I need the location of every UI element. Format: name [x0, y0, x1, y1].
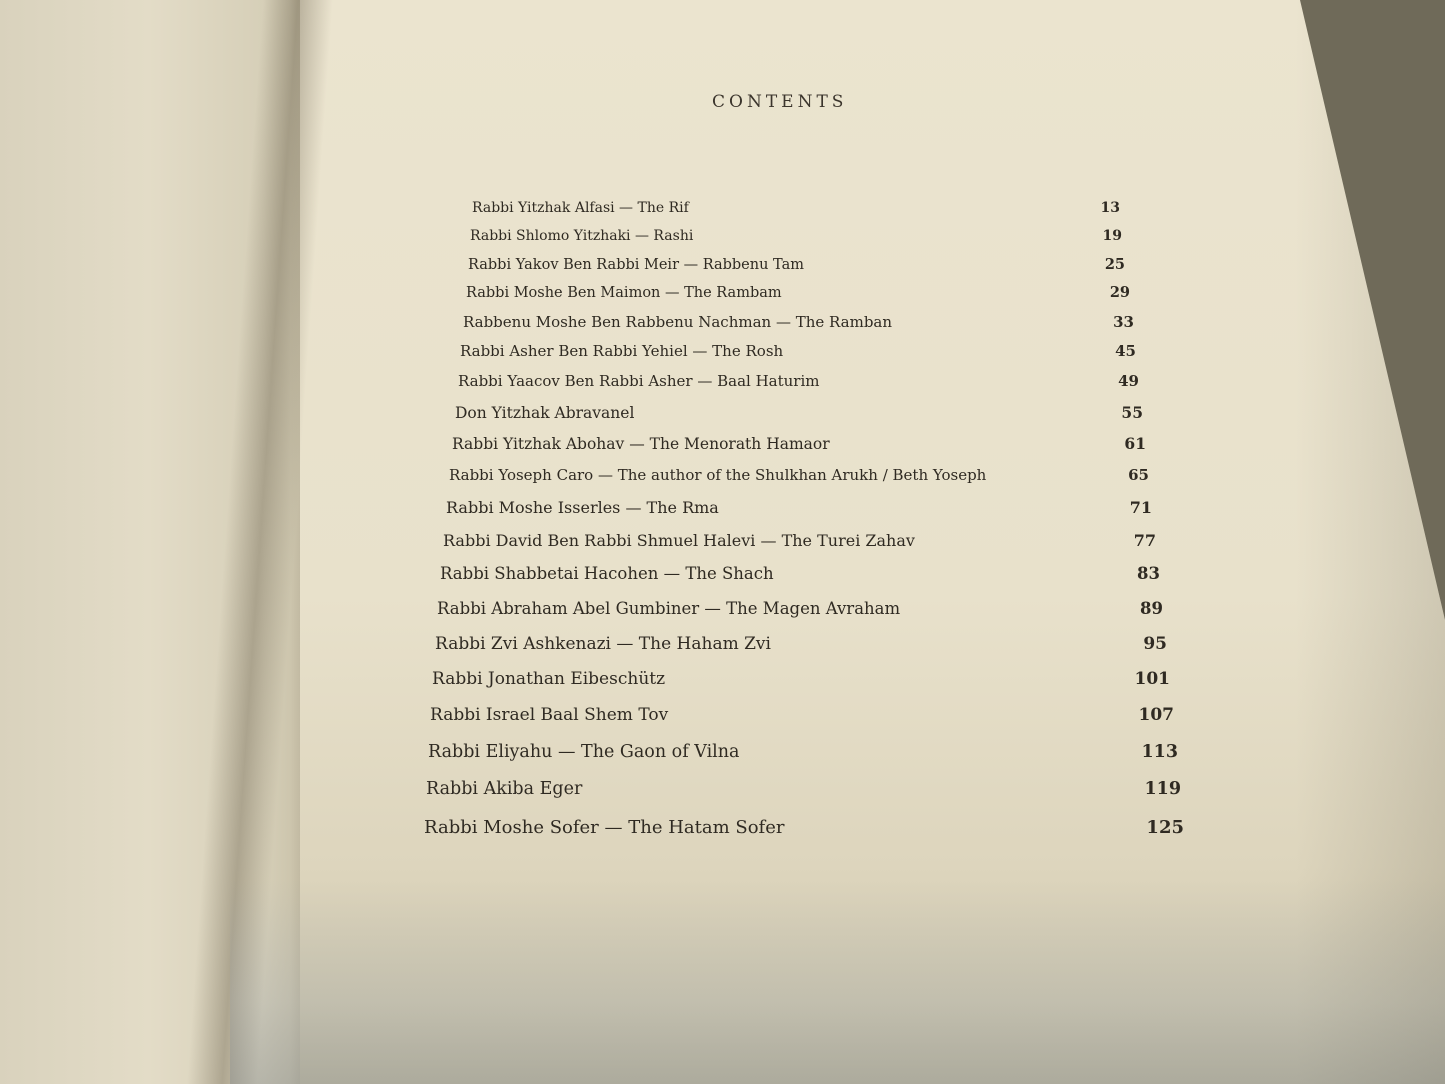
entry-page-number: 25 [1104, 256, 1125, 273]
entry-title: Rabbi Yaacov Ben Rabbi Asher — Baal Haturim [458, 372, 820, 390]
entry-page-number: 49 [1118, 372, 1139, 390]
entry-page-number: 71 [1129, 498, 1152, 517]
entry-page-number: 19 [1102, 228, 1122, 244]
entry-title: Rabbi Yitzhak Alfasi — The Rif [472, 200, 689, 216]
entry-page-number: 113 [1141, 742, 1178, 762]
toc-entry [430, 705, 1174, 725]
entry-page-number: 33 [1113, 313, 1134, 331]
entry-title: Rabbi Abraham Abel Gumbiner — The Magen Avraham [437, 599, 901, 618]
entry-page-number: 101 [1134, 669, 1170, 689]
toc-entry [468, 256, 1125, 273]
entry-page-number: 55 [1121, 403, 1143, 422]
entry-title: Rabbi Israel Baal Shem Tov [430, 705, 669, 725]
entry-title: Rabbi David Ben Rabbi Shmuel Halevi — The Turei Zahav [443, 531, 915, 550]
entry-page-number: 107 [1138, 705, 1174, 725]
entry-title: Rabbi Moshe Isserles — The Rma [446, 498, 719, 517]
toc-entry [446, 498, 1152, 517]
entry-title: Rabbi Yitzhak Abohav — The Menorath Hamaor [452, 435, 830, 453]
entry-page-number: 119 [1144, 779, 1181, 799]
entry-page-number: 83 [1137, 564, 1160, 583]
entry-page-number: 65 [1128, 466, 1149, 484]
toc-entry [432, 669, 1170, 689]
toc-entry [463, 313, 1134, 331]
entry-title: Rabbi Shlomo Yitzhaki — Rashi [470, 228, 694, 244]
entry-page-number: 77 [1133, 531, 1156, 550]
entry-title: Rabbi Shabbetai Hacohen — The Shach [440, 564, 774, 583]
entry-title: Rabbi Yoseph Caro — The author of the Shulkhan Arukh / Beth Yoseph [449, 466, 987, 484]
entry-page-number: 13 [1100, 200, 1120, 216]
toc-entry [428, 742, 1178, 762]
toc-entry [449, 466, 1149, 484]
entry-page-number: 29 [1109, 284, 1130, 301]
entry-page-number: 45 [1115, 342, 1136, 360]
toc-entry [460, 342, 1136, 360]
toc-entry [470, 228, 1122, 244]
toc-entry [466, 284, 1130, 301]
entry-title: Rabbi Eliyahu — The Gaon of Vilna [428, 742, 740, 762]
toc-entry [455, 403, 1143, 422]
bottom-shadow [230, 880, 1445, 1084]
entry-title: Don Yitzhak Abravanel [455, 404, 635, 422]
toc-entry [452, 434, 1146, 453]
toc-entry [426, 779, 1181, 799]
contents-heading: CONTENTS [712, 92, 848, 112]
toc-entry [472, 200, 1120, 216]
toc-entry [437, 599, 1163, 618]
entry-page-number: 95 [1143, 634, 1167, 654]
entry-page-number: 61 [1124, 434, 1146, 453]
entry-title: Rabbenu Moshe Ben Rabbenu Nachman — The Ramban [463, 313, 893, 331]
entry-page-number: 125 [1146, 817, 1184, 838]
entry-title: Rabbi Asher Ben Rabbi Yehiel — The Rosh [460, 342, 784, 360]
entry-title: Rabbi Moshe Sofer — The Hatam Sofer [424, 817, 785, 838]
toc-entry [424, 817, 1184, 838]
entry-title: Rabbi Zvi Ashkenazi — The Haham Zvi [435, 634, 771, 654]
toc-entry [458, 372, 1139, 390]
entry-title: Rabbi Moshe Ben Maimon — The Rambam [466, 285, 782, 301]
toc-entry [443, 531, 1156, 550]
toc-entry [440, 564, 1160, 583]
entry-title: Rabbi Yakov Ben Rabbi Meir — Rabbenu Tam [468, 257, 804, 273]
entry-title: Rabbi Akiba Eger [426, 779, 583, 799]
entry-page-number: 89 [1140, 599, 1163, 618]
entry-title: Rabbi Jonathan Eibeschütz [432, 669, 666, 689]
toc-entry [435, 634, 1167, 654]
